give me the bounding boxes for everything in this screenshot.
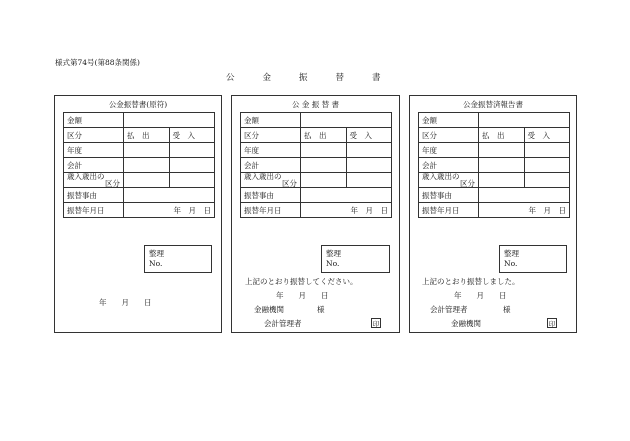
panel-transfer (231, 95, 400, 333)
notice-text: 上記のとおり振替してください。 (245, 277, 358, 286)
row-reason (419, 188, 570, 203)
institution-label: 金融機関 (451, 319, 481, 328)
label-budget-1: 歳入歳出の (422, 172, 460, 181)
cell-date: 年 月 日 (301, 203, 392, 218)
seal-icon: 印 (548, 320, 556, 328)
label-date: 振替年月日 (241, 203, 301, 218)
manager-label: 会計管理者 (430, 305, 468, 314)
panel-original (54, 95, 222, 333)
panel-title: 公金振替書(原符) (108, 100, 168, 109)
sheet-title: 公金振替書 (226, 73, 409, 83)
label-year: 年度 (419, 143, 479, 158)
cell-budget-payout (301, 173, 347, 188)
label-budget-2: 区分 (282, 179, 297, 188)
cell-account-receive (169, 158, 215, 173)
manager-label: 会計管理者 (264, 319, 302, 328)
label-date: 振替年月日 (64, 203, 124, 218)
cell-receive: 受 入 (346, 128, 392, 143)
panel-title: 公金振替済報告書 (463, 100, 523, 109)
sama-label: 様 (503, 305, 511, 314)
cell-budget-receive (524, 173, 570, 188)
row-category (419, 128, 570, 143)
seiri-label: 整理 (149, 249, 164, 258)
row-category (241, 128, 392, 143)
label-account: 会計 (241, 158, 301, 173)
panel-title: 公 金 振 替 書 (291, 100, 340, 109)
row-account (419, 158, 570, 173)
row-year (419, 143, 570, 158)
seiri-box (144, 245, 212, 273)
institution-label: 金融機関 (254, 305, 284, 314)
row-reason (241, 188, 392, 203)
row-date (241, 203, 392, 218)
label-amount: 金額 (67, 115, 82, 125)
row-budget (419, 173, 570, 188)
seiri-box (499, 245, 567, 273)
cell-budget-payout (124, 173, 170, 188)
cell-date: 年 月 日 (124, 203, 215, 218)
cell-reason (301, 188, 392, 203)
row-budget (241, 173, 392, 188)
transfer-table (418, 112, 570, 218)
cell-receive: 受 入 (524, 128, 570, 143)
seiri-label: 整理 (504, 249, 519, 258)
label-date: 振替年月日 (419, 203, 479, 218)
seiri-label: 整理 (326, 249, 341, 258)
footer-date: 年 月 日 (276, 291, 329, 300)
cell-reason (124, 188, 215, 203)
seiri-no: No. (149, 259, 163, 268)
cell-amount (479, 113, 570, 128)
cell-year-receive (524, 143, 570, 158)
cell-payout: 払 出 (479, 128, 525, 143)
label-reason: 振替事由 (241, 188, 301, 203)
label-category: 区分 (241, 128, 301, 143)
form-code: 様式第74号(第88条関係) (55, 58, 140, 67)
label-amount: 金額 (419, 113, 479, 128)
cell-payout: 払 出 (301, 128, 347, 143)
notice-text: 上記のとおり振替しました。 (422, 277, 520, 286)
cell-budget-receive (346, 173, 392, 188)
cell-year-receive (346, 143, 392, 158)
seiri-box (321, 245, 390, 273)
seiri-no: No. (504, 259, 518, 268)
label-budget-1: 歳入歳出の (67, 172, 105, 181)
cell-account-payout (301, 158, 347, 173)
row-amount (419, 113, 570, 128)
cell-amount (301, 113, 392, 128)
label-reason: 振替事由 (64, 188, 124, 203)
label-amount: 金額 (241, 113, 301, 128)
label-budget-1: 歳入歳出の (244, 172, 282, 181)
cell-year-payout (479, 143, 525, 158)
cell-year-receive (169, 143, 215, 158)
row-reason (64, 188, 215, 203)
label-budget-2: 区分 (460, 179, 475, 188)
row-amount (64, 113, 215, 128)
cell-year-payout (124, 143, 170, 158)
cell-reason (479, 188, 570, 203)
label-budget-2: 区分 (105, 179, 120, 188)
row-account (241, 158, 392, 173)
cell-receive: 受 入 (169, 128, 215, 143)
sama-label: 様 (317, 305, 325, 314)
label-category: 区分 (419, 128, 479, 143)
row-year (64, 143, 215, 158)
cell-date: 年 月 日 (479, 203, 570, 218)
label-reason: 振替事由 (419, 188, 479, 203)
label-account: 会計 (419, 158, 479, 173)
row-account (64, 158, 215, 173)
cell-year-payout (301, 143, 347, 158)
label-year: 年度 (64, 143, 124, 158)
row-year (241, 143, 392, 158)
row-date (64, 203, 215, 218)
label-year: 年度 (241, 143, 301, 158)
cell-amount (124, 113, 215, 128)
cell-account-payout (124, 158, 170, 173)
cell-account-receive (524, 158, 570, 173)
row-amount (241, 113, 392, 128)
transfer-table (63, 112, 215, 218)
panel-report (409, 95, 577, 333)
row-category (64, 128, 215, 143)
seal-icon: 印 (372, 320, 380, 328)
cell-budget-payout (479, 173, 525, 188)
cell-payout: 払 出 (124, 128, 170, 143)
footer-date: 年 月 日 (99, 298, 152, 307)
transfer-table (240, 112, 392, 218)
cell-budget-receive (169, 173, 215, 188)
seiri-no: No. (326, 259, 340, 268)
cell-account-receive (346, 158, 392, 173)
row-budget (64, 173, 215, 188)
label-account: 会計 (64, 158, 124, 173)
footer-date: 年 月 日 (454, 291, 507, 300)
row-date (419, 203, 570, 218)
label-category: 区分 (67, 130, 82, 140)
cell-account-payout (479, 158, 525, 173)
